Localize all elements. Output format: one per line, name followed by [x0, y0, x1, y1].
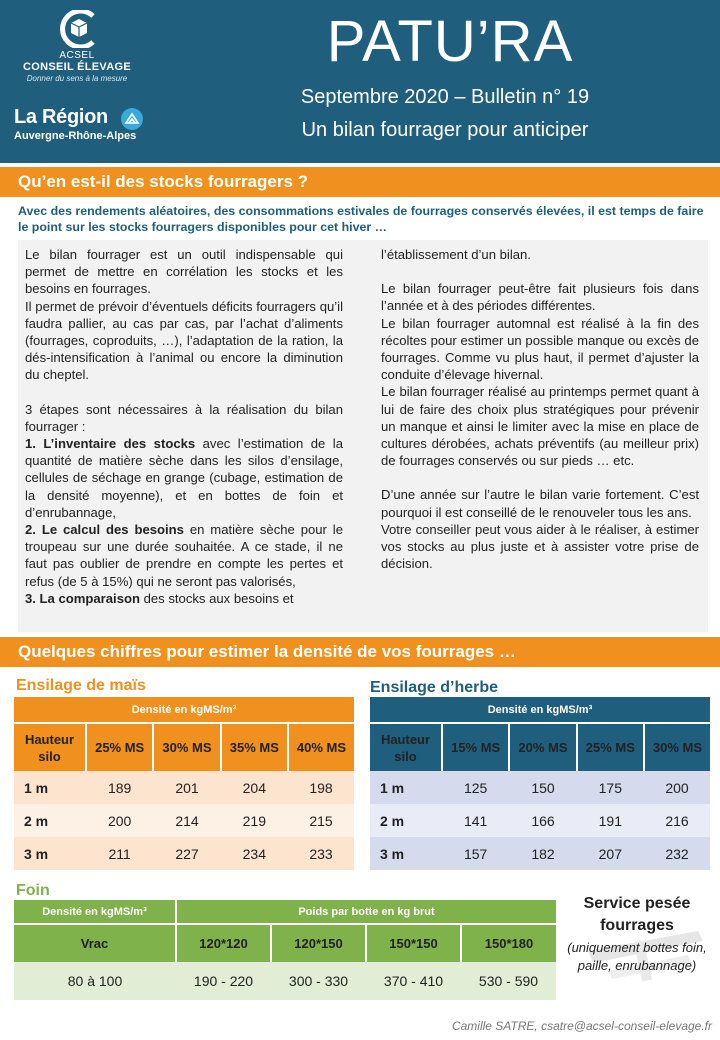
table-cell: 211 — [86, 837, 153, 870]
table-cell: 198 — [288, 771, 354, 804]
herbe-table-header: Densité en kgMS/m³ — [370, 697, 710, 723]
region-subname: Auvergne-Rhône-Alpes — [14, 130, 137, 142]
table-row — [370, 837, 710, 870]
service-title-2: fourrages — [600, 917, 674, 934]
column-header: 120*120 — [176, 924, 271, 962]
acsel-name: ACSEL — [59, 50, 95, 61]
column-header: 40% MS — [288, 723, 354, 771]
section-stocks-title: Qu’en est-il des stocks fourragers ? — [18, 172, 309, 191]
foin-column-headers — [14, 924, 556, 962]
column-header: Hauteur silo — [370, 723, 442, 771]
column-header: 120*150 — [271, 924, 366, 962]
table-cell: 300 - 330 — [271, 962, 366, 1000]
service-title-1: Service pesée — [583, 895, 691, 912]
step-2-text: en matière sèche pour le troupeau sur une durée souhaitée. A ce stade, il ne faut pas oublier de prendre en compte les pertes et refus (de 5 à 15%) qui ne seront pas valorisés, — [25, 522, 343, 589]
paragraph: Le bilan fourrager réalisé au printemps permet quant à lui de faire des choix plus stratégiques pour prévenir un manque et ainsi le limiter avec la mise en place de cultures dérobées, achats préventifs (au meilleur prix) de fourrages conservés ou sur pieds … etc. — [381, 384, 699, 469]
table-cell: 200 — [86, 804, 153, 837]
column-header: 15% MS — [442, 723, 509, 771]
author-credit: Camille SATRE, csatre@acsel-conseil-elevage.fr — [451, 1019, 712, 1033]
row-label: 3 m — [370, 837, 442, 870]
table-cell: 232 — [644, 837, 710, 870]
table-row — [370, 771, 710, 804]
foin-table-title: Foin — [16, 882, 50, 899]
table-cell: 227 — [153, 837, 220, 870]
acsel-logo-icon — [49, 10, 105, 48]
column-header: 30% MS — [153, 723, 220, 771]
table-row — [14, 771, 354, 804]
mais-table-title: Ensilage de maïs — [16, 677, 146, 694]
table-cell: 215 — [288, 804, 354, 837]
table-cell: 80 à 100 — [14, 962, 176, 1000]
paragraph: Le bilan fourrager automnal est réalisé à la fin des récoltes pour estimer un possible manque ou excès de fourrages. Comme vu plus haut, il permet d’ajuster la conduite d’élevage hivernal. — [381, 315, 699, 383]
column-header: 35% MS — [221, 723, 288, 771]
table-cell: 166 — [509, 804, 576, 837]
section-intro: Avec des rendements aléatoires, des consommations estivales de fourrages conservés élevées, il est temps de faire le point sur les stocks fourragers disponibles pour cet hiver … — [18, 204, 704, 234]
bulletin-subtitle: Un bilan fourrager pour anticiper — [301, 119, 589, 141]
section-density-bar — [0, 637, 720, 667]
table-cell: 125 — [442, 771, 509, 804]
table-cell: 175 — [577, 771, 644, 804]
column-header: Vrac — [14, 924, 176, 962]
foin-density-table — [14, 900, 556, 1000]
table-cell: 234 — [221, 837, 288, 870]
table-cell: 157 — [442, 837, 509, 870]
row-label: 1 m — [370, 771, 442, 804]
column-header: 25% MS — [86, 723, 153, 771]
table-row — [14, 804, 354, 837]
table-cell: 190 - 220 — [176, 962, 271, 1000]
row-label: 2 m — [14, 804, 86, 837]
table-row — [370, 804, 710, 837]
paragraph: 3 étapes sont nécessaires à la réalisation du bilan fourrager : — [25, 401, 343, 434]
page-title: PATU’RA — [326, 9, 574, 74]
bulletin-date: Septembre 2020 – Bulletin n° 19 — [300, 86, 590, 108]
column-header: 20% MS — [509, 723, 576, 771]
paragraph: Il permet de prévoir d’éventuels déficits fourragers qu’il faudra pallier, au cas par cas, par l’achat d’aliments (fourrages, coproduits, …), l’adaptation de la ration, la dés-intensification à l’animal ou encore la diminution du cheptel. — [25, 298, 343, 383]
step-1 — [25, 435, 343, 521]
foin-header-right: Poids par botte en kg brut — [176, 900, 556, 924]
table-row — [14, 837, 354, 870]
table-cell: 182 — [509, 837, 576, 870]
service-description: (uniquement bottes foin, paille, enrubannage) — [567, 940, 707, 973]
region-logo — [14, 106, 164, 142]
paragraph: Le bilan fourrager est un outil indispensable qui permet de mettre en corrélation les stocks et les besoins en fourrages. — [25, 247, 343, 297]
step-3 — [25, 590, 343, 607]
row-label: 2 m — [370, 804, 442, 837]
service-pesee-box — [562, 893, 712, 975]
step-1-label: 1. L’inventaire des stocks — [25, 436, 196, 452]
table-cell: 214 — [153, 804, 220, 837]
table-cell: 141 — [442, 804, 509, 837]
table-cell: 233 — [288, 837, 354, 870]
paragraph: Le bilan fourrager peut-être fait plusieurs fois dans l’année et à des périodes différentes. — [381, 281, 699, 314]
section-stocks-bar — [0, 167, 720, 197]
step-3-text: des stocks aux besoins et — [139, 590, 294, 606]
section-density-title: Quelques chiffres pour estimer la densité de vos fourrages … — [18, 642, 516, 661]
paragraph: l’établissement d’un bilan. — [381, 247, 531, 262]
table-cell: 207 — [577, 837, 644, 870]
table-cell: 200 — [644, 771, 710, 804]
table-cell: 216 — [644, 804, 710, 837]
mais-table-header: Densité en kgMS/m³ — [14, 697, 354, 723]
mais-column-headers — [14, 723, 354, 771]
step-3-label: 3. La comparaison — [25, 590, 140, 606]
column-header: 25% MS — [577, 723, 644, 771]
table-cell: 191 — [577, 804, 644, 837]
herbe-column-headers — [370, 723, 710, 771]
acsel-subname: CONSEIL ÉLEVAGE — [22, 61, 131, 73]
column-header: 150*150 — [366, 924, 461, 962]
row-label: 1 m — [14, 771, 86, 804]
table-cell: 189 — [86, 771, 153, 804]
header-banner — [0, 0, 720, 163]
article-body — [18, 240, 708, 632]
herbe-density-table — [370, 697, 710, 870]
table-cell: 370 - 410 — [366, 962, 461, 1000]
article-left-column — [25, 246, 343, 607]
table-row — [14, 962, 556, 1000]
table-cell: 201 — [153, 771, 220, 804]
herbe-table-title: Ensilage d’herbe — [370, 679, 499, 696]
acsel-logo — [22, 10, 132, 83]
paragraph: D’une année sur l’autre le bilan varie fortement. C’est pourquoi il est conseillé de le renouveler tous les ans. — [381, 487, 699, 520]
step-1-text: avec l’estimation de la quantité de matière sèche dans les silos d’ensilage, cellules de séchage en grange (cubage, estimation de la densité moyenne), et en bottes de foin et d’enrubannage, — [25, 436, 343, 520]
article-right-column — [381, 246, 699, 572]
column-header: Hauteur silo — [14, 723, 86, 771]
table-cell: 150 — [509, 771, 576, 804]
region-name: La Région — [14, 106, 108, 128]
region-badge-icon — [121, 108, 143, 130]
table-cell: 530 - 590 — [461, 962, 556, 1000]
paragraph: Votre conseiller peut vous aider à le réaliser, à estimer vos stocks au plus juste et à assister votre prise de décision. — [381, 521, 699, 572]
foin-header-left: Densité en kgMS/m³ — [14, 900, 176, 924]
step-2-label: 2. Le calcul des besoins — [25, 522, 184, 538]
table-cell: 219 — [221, 804, 288, 837]
column-header: 150*180 — [461, 924, 556, 962]
acsel-tagline: Donner du sens à la mesure — [26, 74, 128, 83]
table-cell: 204 — [221, 771, 288, 804]
step-2 — [25, 521, 343, 590]
column-header: 30% MS — [644, 723, 710, 771]
mais-density-table — [14, 697, 354, 870]
row-label: 3 m — [14, 837, 86, 870]
